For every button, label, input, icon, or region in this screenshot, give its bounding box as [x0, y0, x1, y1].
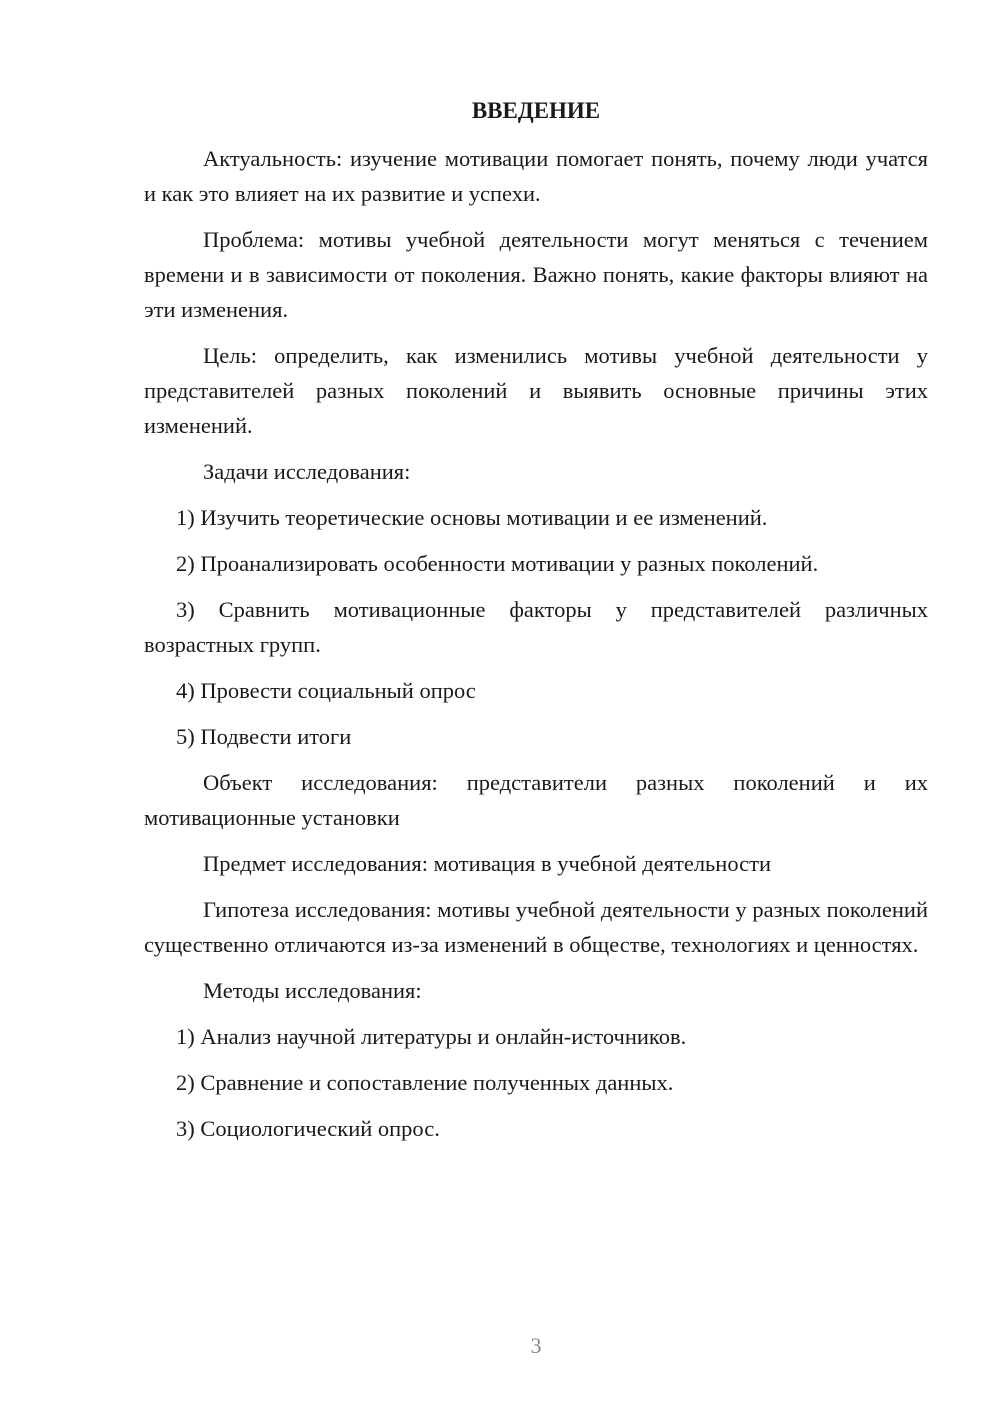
paragraph-methods-heading: Методы исследования: — [203, 978, 422, 1003]
document-page — [144, 96, 928, 1157]
paragraph-object: Объект исследования: представители разных поколений и их мотивационные установки — [144, 770, 928, 830]
list-item: 2) Сравнение и сопоставление полученных данных. — [176, 1070, 674, 1095]
paragraph-goal: Цель: определить, как изменились мотивы учебной деятельности у представителей разных поколений и выявить основные причины этих изменений. — [144, 343, 928, 438]
paragraph-relevance: Актуальность: изучение мотивации помогает понять, почему люди учатся и как это влияет на их развитие и успехи. — [144, 146, 928, 206]
page-number: 3 — [530, 1333, 542, 1358]
list-item: 3) Сравнить мотивационные факторы у представителей различных возрастных групп. — [144, 597, 928, 657]
list-item: 3) Социологический опрос. — [176, 1116, 440, 1141]
list-item: 5) Подвести итоги — [176, 724, 352, 749]
list-item: 4) Провести социальный опрос — [176, 678, 476, 703]
paragraph-subject: Предмет исследования: мотивация в учебной деятельности — [203, 851, 772, 876]
list-item: 1) Анализ научной литературы и онлайн-источников. — [176, 1024, 687, 1049]
list-item: 1) Изучить теоретические основы мотивации и ее изменений. — [176, 505, 768, 530]
list-item: 2) Проанализировать особенности мотивации у разных поколений. — [176, 551, 819, 576]
paragraph-tasks-heading: Задачи исследования: — [203, 459, 411, 484]
section-title: ВВЕДЕНИЕ — [471, 98, 601, 123]
paragraph-problem: Проблема: мотивы учебной деятельности могут меняться с течением времени и в зависимости от поколения. Важно понять, какие факторы влияют на эти изменения. — [144, 227, 928, 322]
paragraph-hypothesis: Гипотеза исследования: мотивы учебной деятельности у разных поколений существенно отличаются из-за изменений в обществе, технологиях и ценностях. — [144, 897, 928, 957]
